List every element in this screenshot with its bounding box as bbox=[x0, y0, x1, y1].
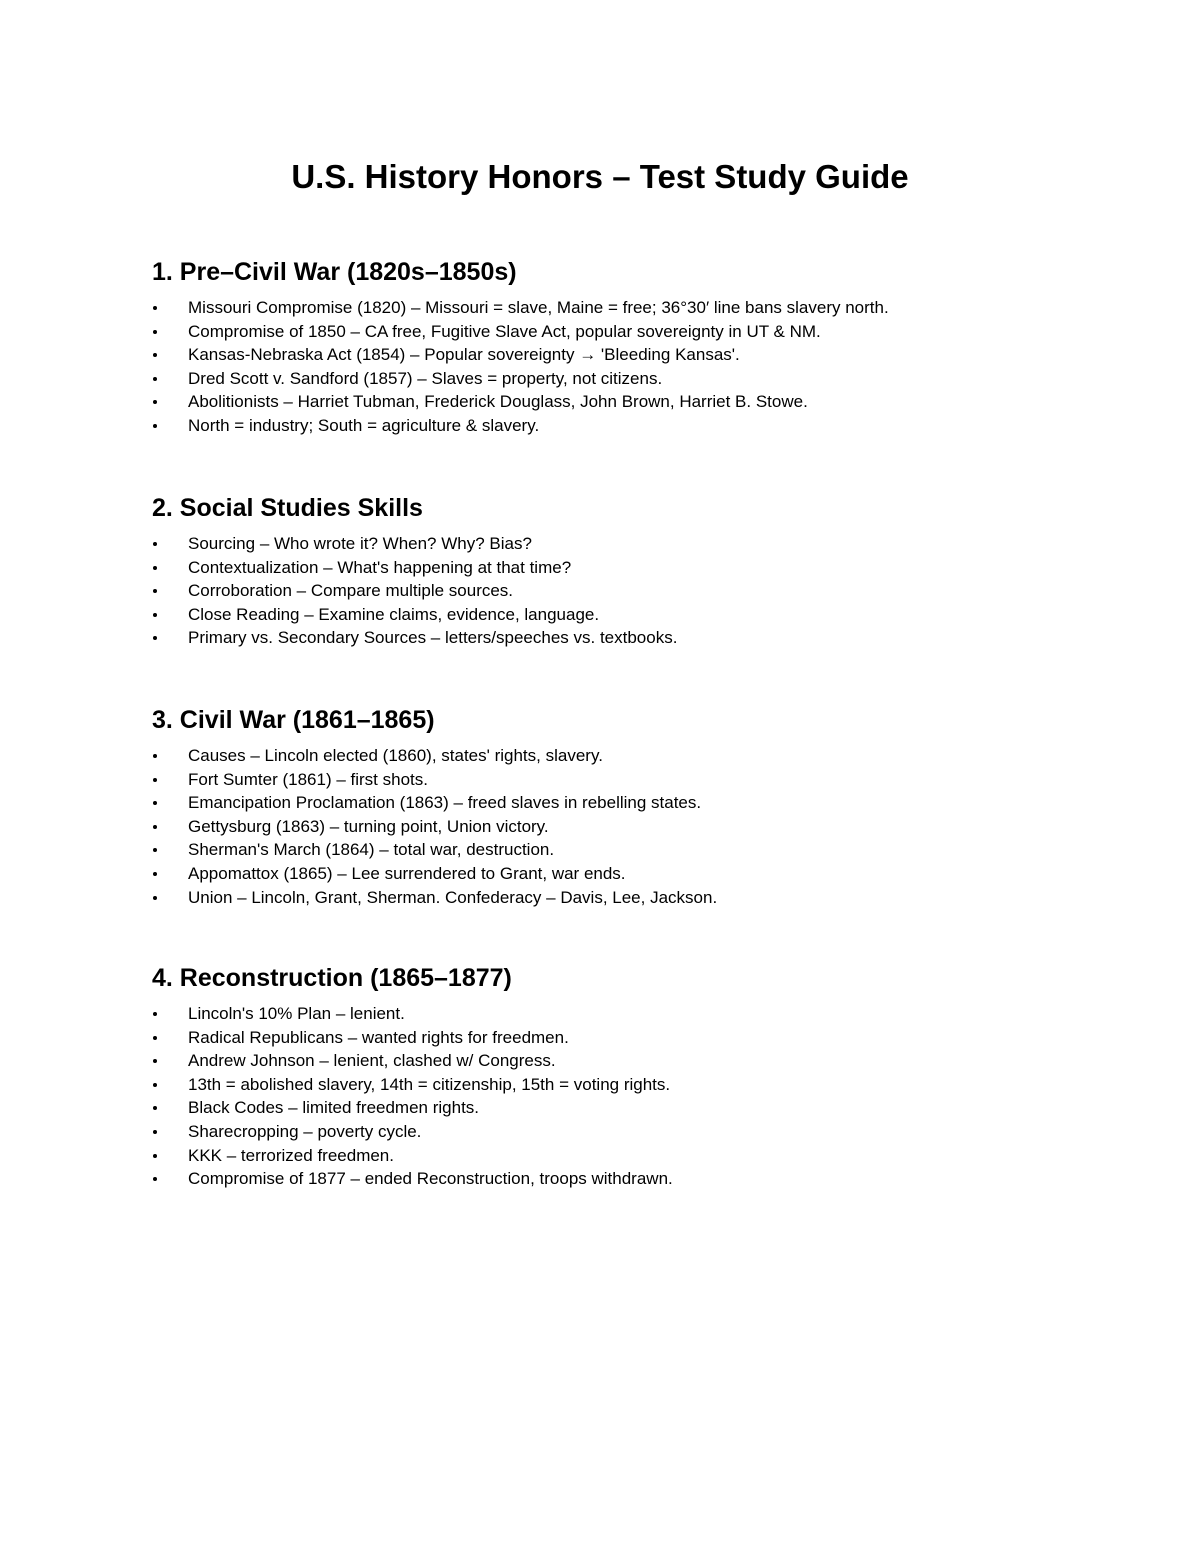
bullet-icon bbox=[153, 400, 157, 404]
bullet-icon bbox=[153, 1036, 157, 1040]
list-item-text: Compromise of 1850 – CA free, Fugitive Slave Act, popular sovereignty in UT & NM. bbox=[188, 321, 821, 341]
bullet-icon bbox=[153, 1154, 157, 1158]
bullet-icon bbox=[153, 330, 157, 334]
bullet-list bbox=[152, 296, 1132, 438]
list-item bbox=[152, 367, 1132, 391]
list-item-text: Black Codes – limited freedmen rights. bbox=[188, 1098, 480, 1118]
bullet-icon bbox=[153, 1177, 157, 1181]
bullet-icon bbox=[153, 896, 157, 900]
list-item bbox=[152, 1144, 1132, 1168]
bullet-icon bbox=[153, 613, 157, 617]
bullet-icon bbox=[153, 353, 157, 357]
section-reconstruction bbox=[152, 962, 1132, 1191]
bullet-icon bbox=[153, 542, 157, 546]
list-item bbox=[152, 414, 1132, 438]
list-item-text: Sherman's March (1864) – total war, destruction. bbox=[188, 840, 555, 860]
bullet-icon bbox=[153, 754, 157, 758]
list-item-text: Missouri Compromise (1820) – Missouri = slave, Maine = free; 36°30′ line bans slavery north. bbox=[188, 298, 889, 317]
list-item-text: Gettysburg (1863) – turning point, Union victory. bbox=[188, 816, 549, 836]
list-item bbox=[152, 1073, 1132, 1097]
bullet-icon bbox=[153, 589, 157, 593]
list-item-text: Kansas-Nebraska Act (1854) – Popular sovereignty → 'Bleeding Kansas'. bbox=[188, 345, 740, 365]
section-social-studies-skills bbox=[152, 492, 1132, 650]
list-item bbox=[152, 532, 1132, 556]
list-item-text: Sourcing – Who wrote it? When? Why? Bias? bbox=[188, 534, 532, 553]
list-item-text: Primary vs. Secondary Sources – letters/speeches vs. textbooks. bbox=[188, 628, 678, 648]
list-item bbox=[152, 1096, 1132, 1120]
list-item-text: Sharecropping – poverty cycle. bbox=[188, 1121, 422, 1141]
section-heading: 3. Civil War (1861–1865) bbox=[152, 706, 435, 734]
bullet-icon bbox=[153, 1130, 157, 1134]
bullet-icon bbox=[153, 424, 157, 428]
list-item-text: Close Reading – Examine claims, evidence, language. bbox=[188, 604, 600, 624]
bullet-list bbox=[152, 744, 1132, 909]
list-item bbox=[152, 556, 1132, 580]
list-item-text: Contextualization – What's happening at that time? bbox=[188, 557, 572, 577]
list-item bbox=[152, 815, 1132, 839]
list-item-text: Radical Republicans – wanted rights for freedmen. bbox=[188, 1027, 569, 1047]
section-heading: 2. Social Studies Skills bbox=[152, 494, 423, 522]
list-item-text: Compromise of 1877 – ended Reconstruction, troops withdrawn. bbox=[188, 1169, 673, 1189]
section-heading: 1. Pre–Civil War (1820s–1850s) bbox=[152, 258, 517, 286]
document-title: U.S. History Honors – Test Study Guide bbox=[291, 158, 909, 195]
list-item-text: KKK – terrorized freedmen. bbox=[188, 1145, 394, 1165]
section-pre-civil-war bbox=[152, 256, 1132, 438]
bullet-icon bbox=[153, 825, 157, 829]
list-item-text: Union – Lincoln, Grant, Sherman. Confederacy – Davis, Lee, Jackson. bbox=[188, 887, 718, 907]
bullet-icon bbox=[153, 801, 157, 805]
list-item bbox=[152, 1049, 1132, 1073]
list-item-text: Lincoln's 10% Plan – lenient. bbox=[188, 1004, 405, 1023]
list-item bbox=[152, 390, 1132, 414]
bullet-icon bbox=[153, 1012, 157, 1016]
list-item-text: 13th = abolished slavery, 14th = citizenship, 15th = voting rights. bbox=[188, 1074, 671, 1094]
list-item bbox=[152, 1002, 1132, 1026]
list-item bbox=[152, 838, 1132, 862]
section-heading: 4. Reconstruction (1865–1877) bbox=[152, 964, 512, 992]
list-item-text: Emancipation Proclamation (1863) – freed slaves in rebelling states. bbox=[188, 793, 702, 813]
section-civil-war bbox=[152, 704, 1132, 909]
list-item-text: Corroboration – Compare multiple sources. bbox=[188, 581, 514, 601]
list-item-text: Causes – Lincoln elected (1860), states' rights, slavery. bbox=[188, 746, 603, 765]
list-item bbox=[152, 579, 1132, 603]
list-item bbox=[152, 626, 1132, 650]
bullet-icon bbox=[153, 377, 157, 381]
bullet-icon bbox=[153, 306, 157, 310]
bullet-icon bbox=[153, 1106, 157, 1110]
list-item-text: Andrew Johnson – lenient, clashed w/ Congress. bbox=[188, 1051, 556, 1071]
list-item-text: North = industry; South = agriculture & slavery. bbox=[188, 415, 540, 435]
bullet-icon bbox=[153, 872, 157, 876]
bullet-list bbox=[152, 532, 1132, 650]
list-item-text: Dred Scott v. Sandford (1857) – Slaves = property, not citizens. bbox=[188, 368, 663, 388]
list-item-text: Fort Sumter (1861) – first shots. bbox=[188, 769, 428, 789]
bullet-icon bbox=[153, 1083, 157, 1087]
list-item bbox=[152, 862, 1132, 886]
bullet-list bbox=[152, 1002, 1132, 1191]
list-item bbox=[152, 296, 1132, 320]
list-item bbox=[152, 768, 1132, 792]
list-item bbox=[152, 886, 1132, 910]
list-item bbox=[152, 791, 1132, 815]
bullet-icon bbox=[153, 1059, 157, 1063]
list-item bbox=[152, 343, 1132, 367]
list-item bbox=[152, 1026, 1132, 1050]
list-item-text: Appomattox (1865) – Lee surrendered to Grant, war ends. bbox=[188, 863, 626, 883]
bullet-icon bbox=[153, 848, 157, 852]
bullet-icon bbox=[153, 636, 157, 640]
bullet-icon bbox=[153, 566, 157, 570]
list-item bbox=[152, 744, 1132, 768]
list-item bbox=[152, 1167, 1132, 1191]
list-item bbox=[152, 603, 1132, 627]
list-item-text: Abolitionists – Harriet Tubman, Frederick Douglass, John Brown, Harriet B. Stowe. bbox=[188, 392, 808, 412]
list-item bbox=[152, 1120, 1132, 1144]
bullet-icon bbox=[153, 778, 157, 782]
list-item bbox=[152, 320, 1132, 344]
